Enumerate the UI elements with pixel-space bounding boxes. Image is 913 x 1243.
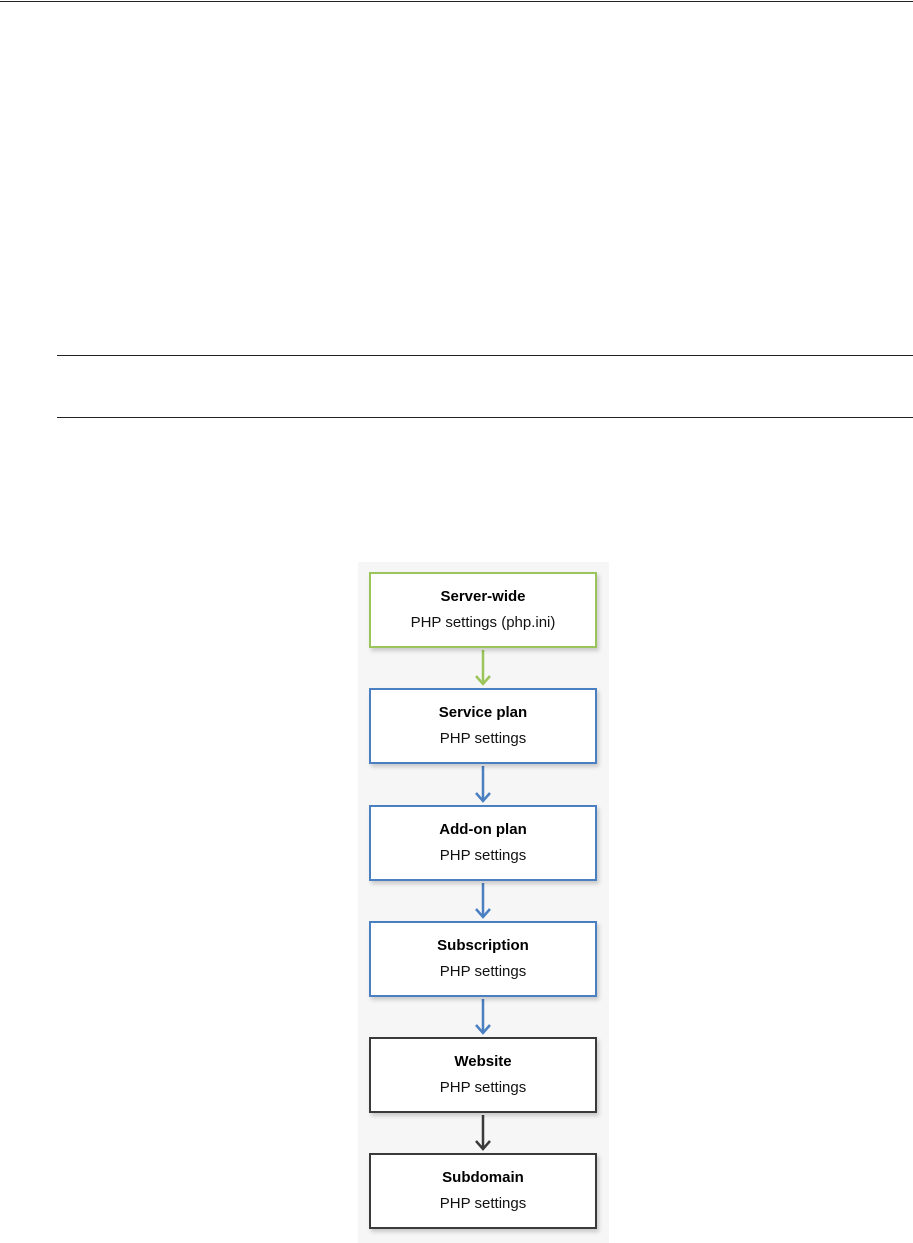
node-add-on-plan bbox=[369, 805, 597, 881]
node-subscription bbox=[369, 921, 597, 997]
node-title: Subscription bbox=[437, 936, 529, 954]
node-subtitle: PHP settings bbox=[439, 846, 527, 864]
arrow-server-to-service bbox=[476, 650, 490, 684]
node-subtitle: PHP settings bbox=[439, 1078, 527, 1096]
arrow-addon-to-subscription bbox=[476, 883, 490, 917]
node-subtitle: PHP settings bbox=[439, 1194, 527, 1212]
node-subdomain bbox=[369, 1153, 597, 1229]
node-title: Subdomain bbox=[442, 1168, 524, 1186]
node-subtitle: PHP settings (php.ini) bbox=[410, 613, 556, 631]
node-subtitle: PHP settings bbox=[439, 962, 527, 980]
arrow-website-to-subdomain bbox=[476, 1115, 490, 1149]
node-title: Service plan bbox=[438, 703, 528, 721]
node-subtitle: PHP settings bbox=[439, 729, 527, 747]
node-server-wide bbox=[369, 572, 597, 648]
node-title: Website bbox=[454, 1052, 512, 1070]
node-service-plan bbox=[369, 688, 597, 764]
node-title: Add-on plan bbox=[439, 820, 527, 838]
arrow-subscription-to-website bbox=[476, 999, 490, 1033]
node-website bbox=[369, 1037, 597, 1113]
arrow-service-to-addon bbox=[476, 766, 490, 801]
node-title: Server-wide bbox=[440, 587, 526, 605]
